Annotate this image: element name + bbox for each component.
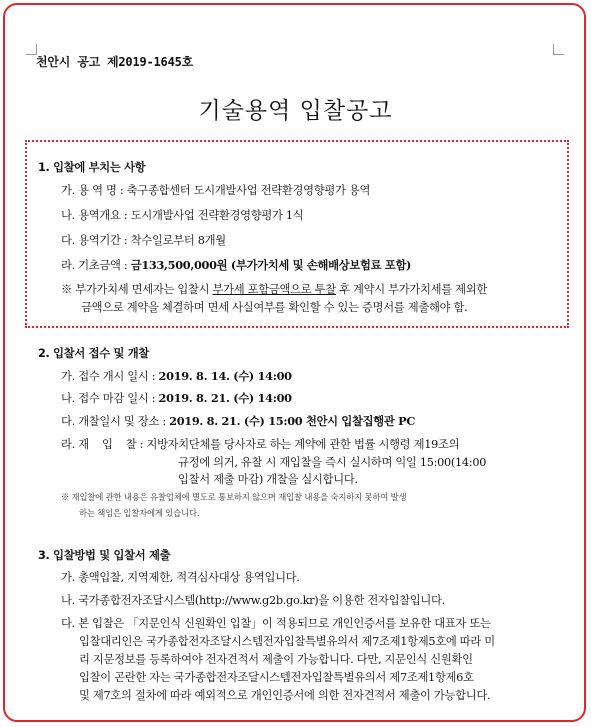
section3-item-a: 가. 총액입찰, 지역제한, 적격심사대상 용역입니다. [61,571,300,584]
section2-heading: 2. 입찰서 접수 및 개찰 [38,347,149,360]
section3-item-c: 다. 본 입찰은 「지문인식 신원확인 입찰」이 적용되므로 개인인증서를 보유한 대표자 또는 [61,617,491,630]
notice-number: 천안시 공고 제2019-1645호 [36,55,194,69]
section1-item-a: 가. 용 역 명 : 축구종합센터 도시개발사업 전략환경영향평가 용역 [61,184,371,197]
section3-item-c-line5: 및 제7호의 절차에 따라 예외적으로 개인인증서에 의한 전자견적서 제출이 가능합니다. [79,689,491,702]
section2-note: ※ 재입찰에 관한 내용은 유찰업체에 별도로 통보하지 않으며 재입찰 내용을 숙지하지 못하여 발생 [61,492,407,502]
section2-item-c: 다. 개찰일시 및 장소 : 2019. 8. 21. (수) 15:00 천안시 입찰집행관 PC [61,414,416,428]
section3-item-c-line4: 입찰이 곤란한 자는 국가종합전자조달시스템전자입찰특별유의서 제7조제1항제6호 [79,671,474,684]
section1-item-d: 라. 기초금액 : 금133,500,000원 (부가가치세 및 손해배상보험료 포함) [61,258,412,272]
section3-heading: 3. 입찰방법 및 입찰서 제출 [38,549,171,562]
section2-item-d: 라. 재 입 찰 : 지방자치단체를 당사자로 하는 계약에 관한 법률 시행령 제19조의 [61,438,460,451]
section1-heading: 1. 입찰에 부치는 사항 [38,161,146,174]
section1-item-b: 나. 용역개요 : 도시개발사업 전략환경영향평가 1식 [61,209,304,222]
section1-note-line2: 금액으로 계약을 체결하며 면세 사실여부를 확인할 수 있는 증명서를 제출해야 함. [81,301,468,314]
margin-corner-mark-right [553,44,564,55]
section1-note: ※ 부가가치세 면세자는 입찰시 부가세 포함금액으로 투찰 후 계약시 부가가치세를 제외한 [61,283,487,296]
section2-note-line2: 하는 책임은 입찰자에게 있습니다. [79,508,200,518]
page-title: 기술용역 입찰공고 [198,98,393,124]
section1-item-c: 다. 용역기간 : 착수일로부터 8개월 [61,234,226,247]
section3-item-c-line2: 입찰대리인은 국가종합전자조달시스템전자입찰특별유의서 제7조제1항제5호에 따라 미 [79,635,495,648]
section3-item-c-line3: 리 지문정보를 등록하여야 전자견적서 제출이 가능합니다. 다만, 지문인식 신원확인 [79,653,473,666]
section2-item-b: 나. 접수 마감 일시 : 2019. 8. 21. (수) 14:00 [61,391,292,405]
section2-item-d-line2: 규정에 의거, 유찰 시 재입찰을 즉시 실시하며 익일 15:00(14:00 [178,456,487,469]
section3-item-b: 나. 국가종합전자조달시스템(http://www.g2b.go.kr)을 이용한 전자입찰입니다. [61,594,445,607]
section2-item-d-line3: 입찰서 제출 마감) 개찰을 실시합니다. [178,473,358,486]
section2-item-a: 가. 접수 개시 일시 : 2019. 8. 14. (수) 14:00 [61,369,292,383]
